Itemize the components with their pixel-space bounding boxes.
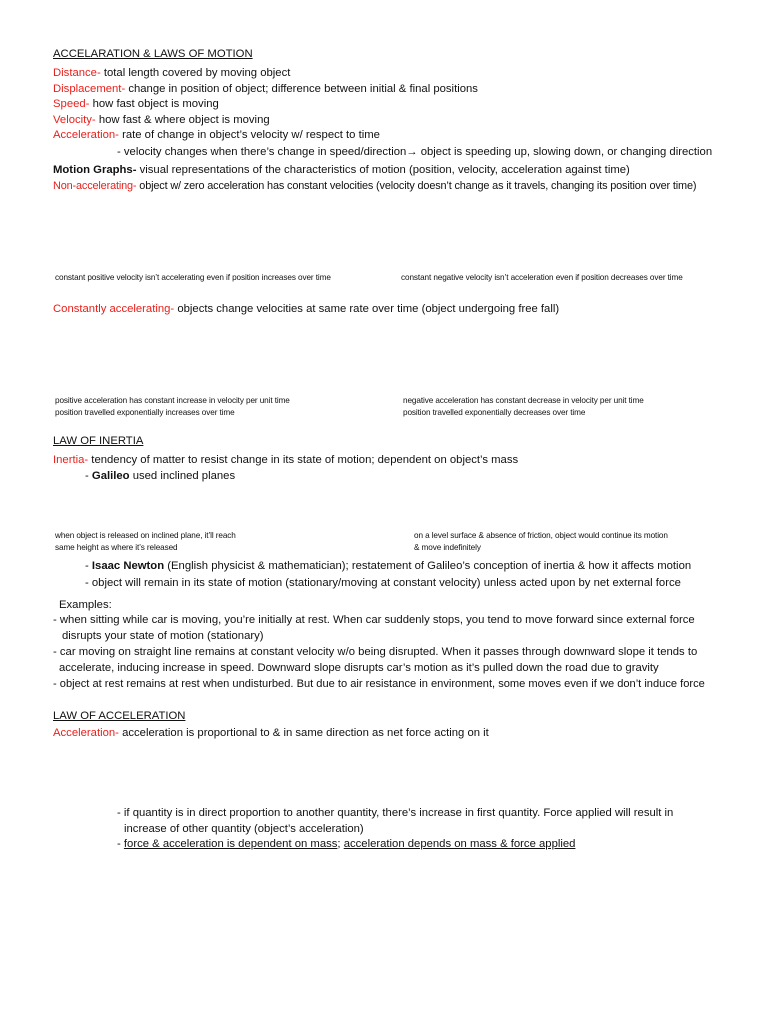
example-line-3: - car moving on straight line remains at constant velocity w/o being disrupted. When it passes through downward slope it tends to [53, 646, 698, 658]
caption-level-2: & move indefinitely [414, 543, 481, 552]
section-heading-inertia: LAW OF INERTIA [53, 435, 144, 447]
term-motion-graphs: Motion Graphs- [53, 164, 137, 176]
acceleration-subnote: - velocity changes when there’s change in speed/direction→ object is speeding up, slowing down, or changing direction [117, 146, 713, 158]
caption-negative-accel-1: negative acceleration has constant decrease in velocity per unit time [403, 396, 644, 405]
def-non-accelerating-text: object w/ zero acceleration has constant velocities (velocity doesn’t change as it travels, changing its position over time) [136, 180, 697, 192]
term-distance: Distance- [53, 67, 101, 79]
note-newton-sub: - object will remain in its state of motion (stationary/moving at constant velocity) unless acted upon by net external force [85, 577, 681, 589]
example-line-5: - object at rest remains at rest when undisturbed. But due to air resistance in environment, some moves even if we don’t induce force [53, 678, 705, 690]
underlined-note-force: acceleration depends on mass & force applied [343, 838, 576, 850]
def-velocity [53, 113, 270, 127]
def-constantly-accelerating-text: objects change velocities at same rate over time (object undergoing free fall) [174, 303, 560, 315]
caption-constant-negative: constant negative velocity isn’t acceleration even if position decreases over time [401, 273, 683, 282]
caption-negative-accel-2: position travelled exponentially decreases over time [403, 408, 586, 417]
note-galileo-prefix: - [85, 470, 92, 482]
caption-constant-positive: constant positive velocity isn’t accelerating even if position increases over time [55, 273, 331, 282]
def-motion-graphs-text: visual representations of the characteristics of motion (position, velocity, acceleration against time) [136, 164, 630, 176]
def-acceleration-text: rate of change in object’s velocity w/ respect to time [118, 129, 380, 141]
examples-label: Examples: [59, 599, 112, 611]
name-galileo: Galileo [91, 470, 130, 482]
accel-note-line-3-prefix: - [117, 838, 124, 850]
def-distance-text: total length covered by moving object [100, 67, 291, 79]
term-law-acceleration: Acceleration- [53, 727, 119, 739]
note-newton-prefix: - [85, 560, 92, 572]
def-speed-text: how fast object is moving [89, 98, 219, 110]
example-line-4: accelerate, inducing increase in speed. Downward slope disrupts car’s motion as it’s pulled down the road due to gravity [59, 662, 659, 674]
term-non-accelerating: Non-accelerating- [53, 180, 137, 192]
def-motion-graphs [53, 163, 630, 177]
term-velocity: Velocity- [53, 114, 96, 126]
accel-note-line-3 [117, 837, 575, 851]
accel-note-line-1: - if quantity is in direct proportion to another quantity, there’s increase in first quantity. Force applied will result in [117, 807, 674, 819]
name-newton: Isaac Newton [91, 560, 165, 572]
note-newton [85, 559, 691, 573]
caption-positive-accel-2: position travelled exponentially increases over time [55, 408, 235, 417]
example-line-2: disrupts your state of motion (stationary) [62, 630, 264, 642]
term-inertia: Inertia- [53, 454, 89, 466]
caption-inclined-2: same height as where it’s released [55, 543, 178, 552]
def-constantly-accelerating [53, 302, 559, 316]
accel-note-line-3-sep: ; [337, 838, 344, 850]
underlined-note-mass: force & acceleration is dependent on mass [123, 838, 338, 850]
def-acceleration [53, 128, 380, 142]
note-galileo [85, 469, 235, 483]
def-non-accelerating [53, 179, 696, 193]
def-law-acceleration-text: acceleration is proportional to & in same direction as net force acting on it [118, 727, 489, 739]
term-acceleration: Acceleration- [53, 129, 119, 141]
def-speed [53, 97, 219, 111]
def-distance [53, 66, 290, 80]
caption-positive-accel-1: positive acceleration has constant increase in velocity per unit time [55, 396, 290, 405]
example-line-1: - when sitting while car is moving, you’re initially at rest. When car suddenly stops, you tend to move forward since external force [53, 614, 695, 626]
section-heading-acceleration: LAW OF ACCELERATION [53, 710, 186, 722]
def-displacement [53, 82, 478, 96]
page-title: ACCELARATION & LAWS OF MOTION [53, 48, 253, 60]
def-displacement-text: change in position of object; difference between initial & final positions [125, 83, 478, 95]
term-constantly-accelerating: Constantly accelerating- [53, 303, 175, 315]
accel-note-line-2: increase of other quantity (object’s acceleration) [124, 823, 364, 835]
def-inertia [53, 453, 518, 467]
note-galileo-text: used inclined planes [129, 470, 236, 482]
caption-level-1: on a level surface & absence of friction, object would continue its motion [414, 531, 668, 540]
caption-inclined-1: when object is released on inclined plane, it’ll reach [55, 531, 236, 540]
term-speed: Speed- [53, 98, 90, 110]
note-newton-text: (English physicist & mathematician); restatement of Galileo’s conception of inertia & how it affects motion [164, 560, 692, 572]
def-inertia-text: tendency of matter to resist change in its state of motion; dependent on object’s mass [88, 454, 519, 466]
term-displacement: Displacement- [53, 83, 126, 95]
def-velocity-text: how fast & where object is moving [95, 114, 270, 126]
def-law-acceleration [53, 726, 489, 740]
